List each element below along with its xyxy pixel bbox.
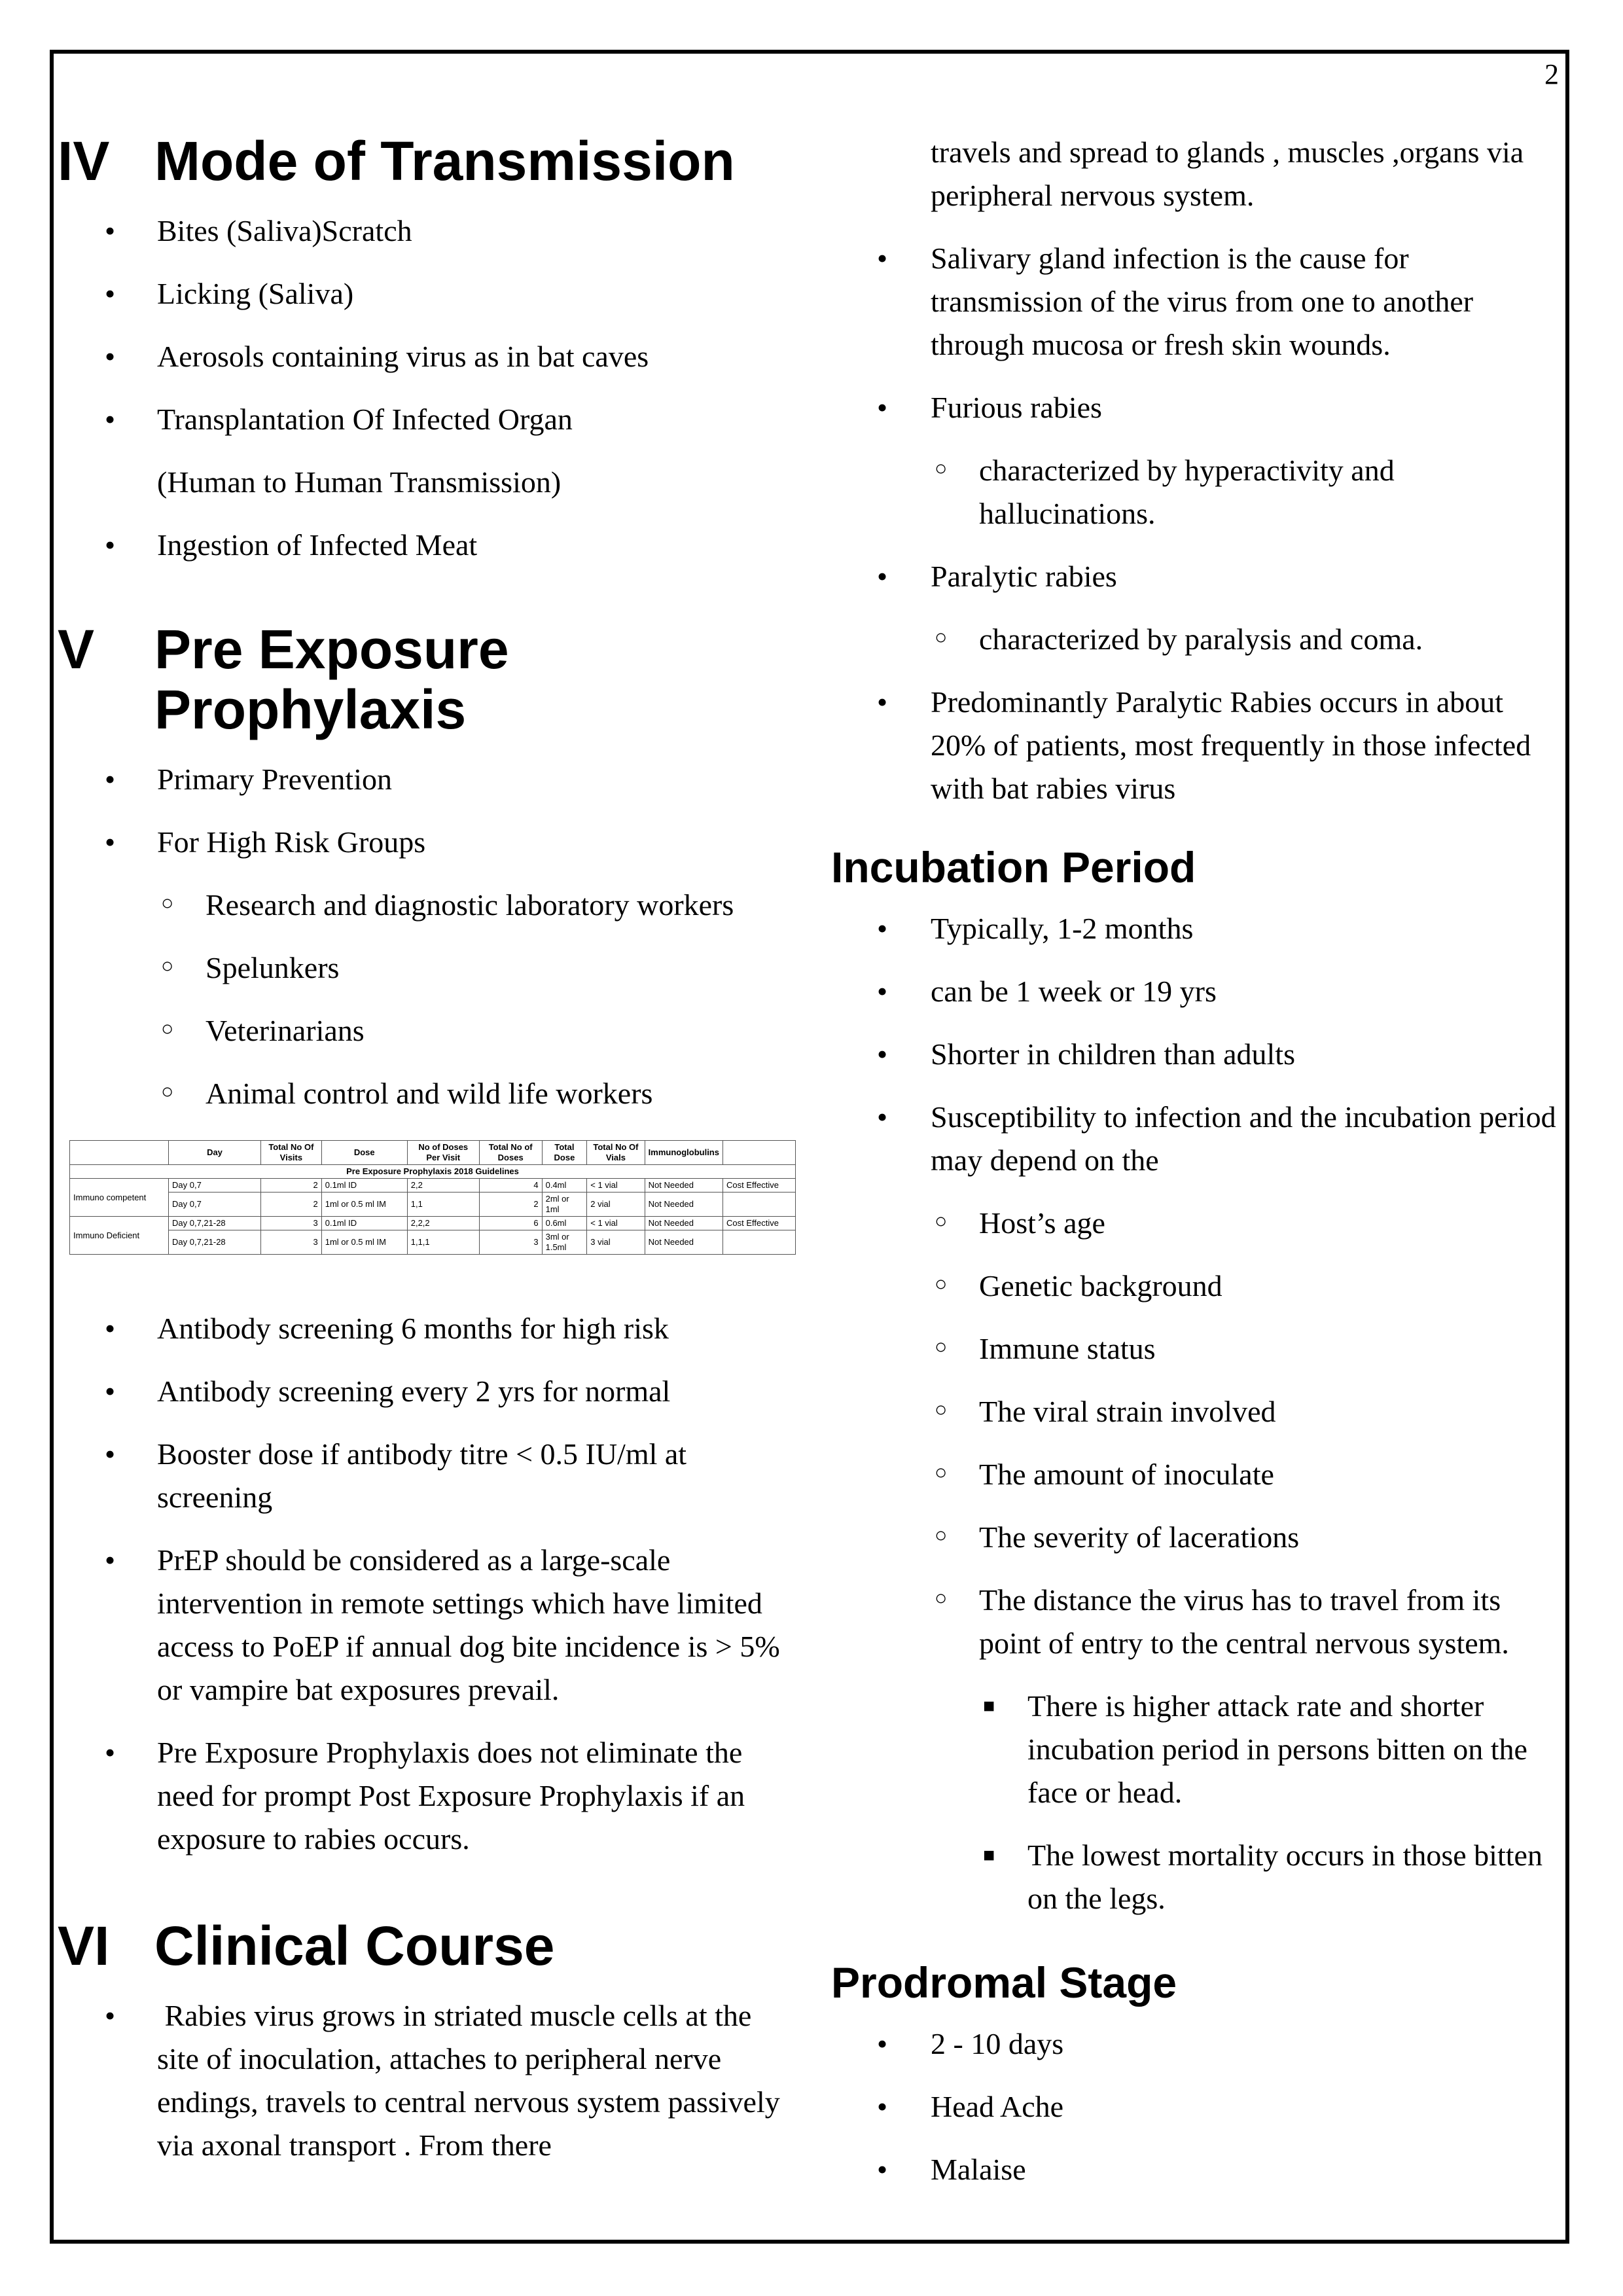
table-header: Total Dose [542, 1141, 587, 1165]
table-cell: 2 [261, 1179, 322, 1193]
table-header [723, 1141, 796, 1165]
incubation-list [831, 907, 1564, 1920]
list-subitem: ○ characterized by paralysis and coma. [831, 618, 1564, 661]
table-cell [723, 1230, 796, 1255]
section-number: VI [58, 1915, 110, 1977]
table-row [70, 1217, 796, 1230]
section-title: Clinical Course [154, 1915, 555, 1977]
list-item: • Shorter in children than adults [831, 1033, 1564, 1076]
prep-after-list [58, 1307, 797, 1861]
table-cell: 3ml or 1.5ml [542, 1230, 587, 1255]
transmission-list [58, 209, 797, 567]
list-item: • For High Risk Groups [58, 821, 797, 864]
incubation-heading: Incubation Period [831, 843, 1196, 891]
table-cell: < 1 vial [587, 1217, 645, 1230]
list-subitem: ○ Animal control and wild life workers [58, 1072, 797, 1115]
list-subitem: ○ Veterinarians [58, 1009, 797, 1052]
section-number: IV [58, 130, 110, 192]
table-row [70, 1193, 796, 1217]
list-subitem: ○ Host’s age [831, 1202, 1564, 1245]
table-header: Dose [321, 1141, 407, 1165]
table-cell: 3 [261, 1230, 322, 1255]
table-cell: 1,1 [407, 1193, 479, 1217]
table-caption: Pre Exposure Prophylaxis 2018 Guidelines [70, 1165, 796, 1179]
list-item: • Licking (Saliva) [58, 272, 797, 315]
table-cell: 1ml or 0.5 ml IM [321, 1193, 407, 1217]
clinical-list [58, 1994, 797, 2167]
list-subitem: ○ The distance the virus has to travel from its point of entry to the central nervous system. [831, 1579, 1564, 1665]
table-cell: 3 [261, 1217, 322, 1230]
clinical-continued-text: travels and spread to glands , muscles ,organs via peripheral nervous system. [931, 135, 1524, 212]
page-number: 2 [1544, 58, 1559, 90]
list-item: • Paralytic rabies [831, 555, 1564, 598]
list-item: • Rabies virus grows in striated muscle cells at the site of inoculation, attaches to peripheral nerve endings, travels to central nervous system passively via axonal transport . From there [58, 1994, 797, 2167]
table-cell: Not Needed [645, 1217, 722, 1230]
list-item: • Primary Prevention [58, 758, 797, 801]
list-item: • Furious rabies [831, 386, 1564, 429]
list-item: • Antibody screening 6 months for high risk [58, 1307, 797, 1350]
prodromal-list [831, 2022, 1564, 2191]
table-header: Total No of Doses [479, 1141, 542, 1165]
table-cell: Not Needed [645, 1193, 722, 1217]
section-transmission-heading [58, 131, 797, 191]
list-subitem: ○ The viral strain involved [831, 1390, 1564, 1433]
list-item: • Malaise [831, 2148, 1564, 2191]
list-subitem: ○ Genetic background [831, 1265, 1564, 1308]
list-subitem: ○ Spelunkers [58, 946, 797, 990]
table-cell: Day 0,7,21-28 [169, 1230, 261, 1255]
table-cell: Day 0,7 [169, 1193, 261, 1217]
table-cell: 3 vial [587, 1230, 645, 1255]
table-caption-row [70, 1165, 796, 1179]
table-cell: Day 0,7 [169, 1179, 261, 1193]
table-header [70, 1141, 169, 1165]
list-item: • PrEP should be considered as a large-scale intervention in remote settings which have limited access to PoEP if annual dog bite incidence is > 5% or vampire bat exposures prevail. [58, 1539, 797, 1712]
table-header: Total No Of Vials [587, 1141, 645, 1165]
table-row [70, 1179, 796, 1193]
list-item: • Aerosols containing virus as in bat caves [58, 335, 797, 378]
right-column [831, 131, 1564, 2191]
list-item: • Susceptibility to infection and the incubation period may depend on the [831, 1096, 1564, 1182]
table-cell: 6 [479, 1217, 542, 1230]
prep-guidelines-table [69, 1140, 796, 1255]
table-cell: Not Needed [645, 1179, 722, 1193]
list-item: • Booster dose if antibody titre < 0.5 IU/ml at screening [58, 1433, 797, 1519]
list-item: • Pre Exposure Prophylaxis does not eliminate the need for prompt Post Exposure Prophylaxis if an exposure to rabies occurs. [58, 1731, 797, 1861]
list-item: • Predominantly Paralytic Rabies occurs in about 20% of patients, most frequently in those infected with bat rabies virus [831, 681, 1564, 810]
list-subitem: ○ Immune status [831, 1327, 1564, 1371]
table-header: Immunoglobulins [645, 1141, 722, 1165]
table-row [70, 1230, 796, 1255]
table-cell: 2 vial [587, 1193, 645, 1217]
table-cell: 2,2 [407, 1179, 479, 1193]
table-cell: Not Needed [645, 1230, 722, 1255]
section-title: Pre Exposure Prophylaxis [154, 619, 509, 740]
left-column [58, 131, 797, 2167]
list-item: • Transplantation Of Infected Organ [58, 398, 797, 441]
table-cell [723, 1193, 796, 1217]
table-group-label: Immuno Deficient [70, 1217, 169, 1255]
list-item: • Antibody screening every 2 yrs for normal [58, 1370, 797, 1413]
list-item-note: (Human to Human Transmission) [157, 465, 562, 499]
table-cell: 2 [261, 1193, 322, 1217]
table-cell: 0.4ml [542, 1179, 587, 1193]
list-subitem: ○ Research and diagnostic laboratory workers [58, 884, 797, 927]
list-subitem: ○ characterized by hyperactivity and hallucinations. [831, 449, 1564, 535]
table-header: Total No Of Visits [261, 1141, 322, 1165]
section-title: Mode of Transmission [154, 130, 735, 192]
list-subitem: ○ The severity of lacerations [831, 1516, 1564, 1559]
prep-list [58, 758, 797, 1115]
table-cell: 3 [479, 1230, 542, 1255]
list-item: • Salivary gland infection is the cause for transmission of the virus from one to another through mucosa or fresh skin wounds. [831, 237, 1564, 367]
table-cell: 1,1,1 [407, 1230, 479, 1255]
table-header: No of Doses Per Visit [407, 1141, 479, 1165]
list-item: • Ingestion of Infected Meat [58, 524, 797, 567]
list-subsubitem: ■ The lowest mortality occurs in those bitten on the legs. [831, 1834, 1564, 1920]
list-item: • Typically, 1-2 months [831, 907, 1564, 950]
table-cell: 4 [479, 1179, 542, 1193]
table-cell: Cost Effective [723, 1179, 796, 1193]
table-header: Day [169, 1141, 261, 1165]
table-cell: 0.1ml ID [321, 1217, 407, 1230]
table-cell: 2 [479, 1193, 542, 1217]
list-subitem: ○ The amount of inoculate [831, 1453, 1564, 1496]
table-header-row [70, 1141, 796, 1165]
list-subsubitem: ■ There is higher attack rate and shorter incubation period in persons bitten on the face or head. [831, 1685, 1564, 1814]
table-cell: 2ml or 1ml [542, 1193, 587, 1217]
clinical-list-continued [831, 237, 1564, 810]
list-item: • Head Ache [831, 2085, 1564, 2128]
table-cell: 0.1ml ID [321, 1179, 407, 1193]
table-group-label: Immuno competent [70, 1179, 169, 1217]
section-prep-heading [58, 619, 797, 740]
table-cell: Day 0,7,21-28 [169, 1217, 261, 1230]
table-cell: < 1 vial [587, 1179, 645, 1193]
table-cell: 0.6ml [542, 1217, 587, 1230]
section-number: V [58, 619, 95, 680]
list-item: • can be 1 week or 19 yrs [831, 970, 1564, 1013]
prodromal-heading: Prodromal Stage [831, 1958, 1177, 2007]
section-clinical-heading [58, 1916, 797, 1976]
table-cell: 1ml or 0.5 ml IM [321, 1230, 407, 1255]
list-item: • Bites (Saliva)Scratch [58, 209, 797, 253]
table-cell: Cost Effective [723, 1217, 796, 1230]
list-item: • 2 - 10 days [831, 2022, 1564, 2066]
table-cell: 2,2,2 [407, 1217, 479, 1230]
